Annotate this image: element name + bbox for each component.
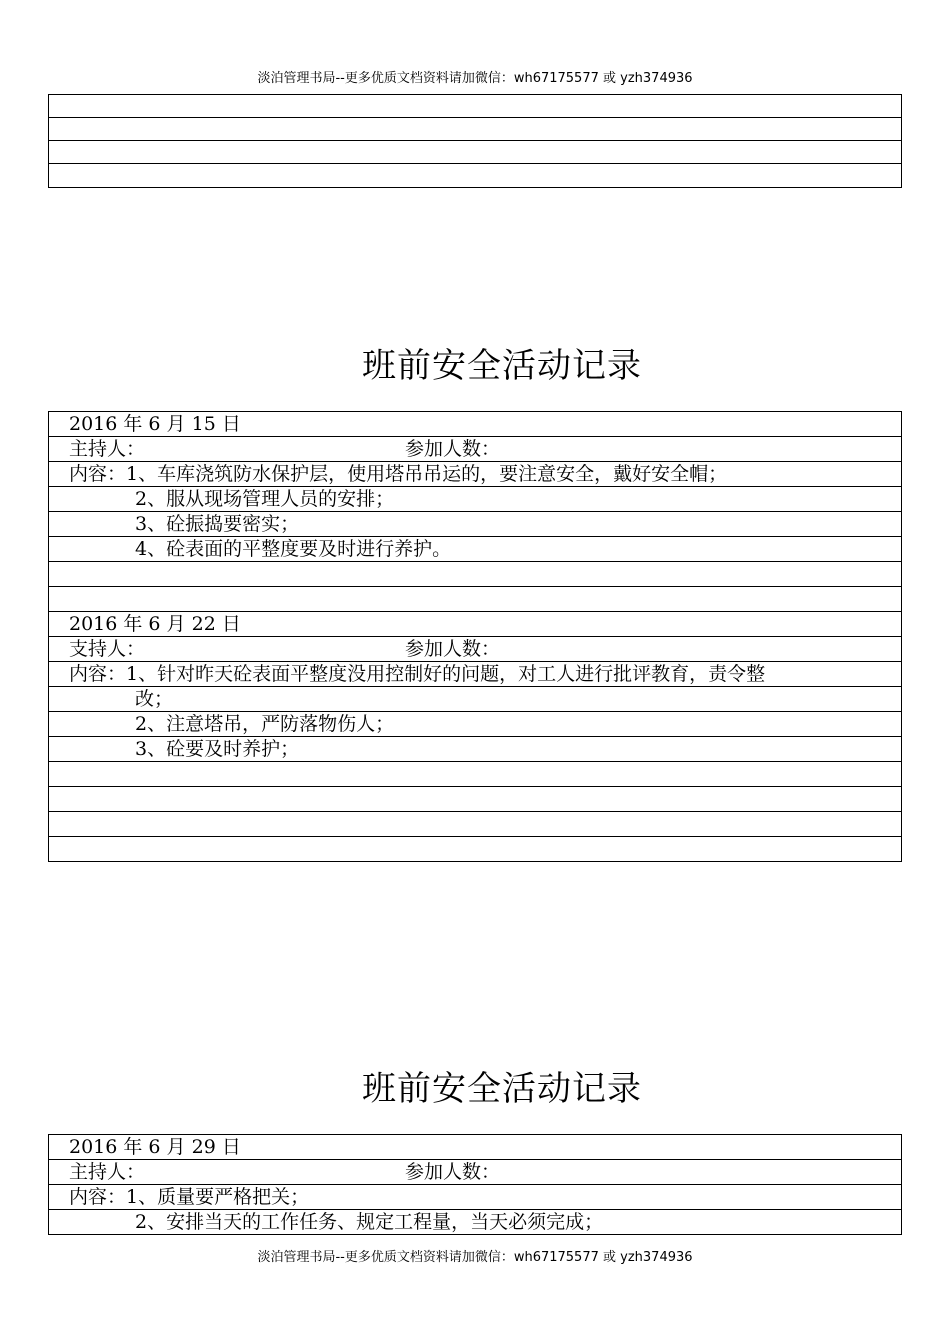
table-row — [49, 462, 902, 487]
blank-cell — [49, 837, 902, 862]
content-label: 内容： — [69, 663, 127, 685]
table-row — [49, 837, 902, 862]
content-item: 2、安排当天的工作任务、规定工程量，当天必须完成； — [49, 1210, 902, 1235]
blank-cell — [49, 787, 902, 812]
host-label: 主持人： — [69, 1161, 146, 1183]
participants-label: 参加人数： — [405, 438, 501, 460]
content-item: 1、针对昨天砼表面平整度没用控制好的问题，对工人进行批评教育，责令整 — [126, 663, 766, 685]
table-row — [49, 762, 902, 787]
table-row — [49, 537, 902, 562]
record-date: 2016 年 6 月 29 日 — [49, 1135, 902, 1160]
table-row — [49, 812, 902, 837]
host-participants-row — [49, 637, 902, 662]
section-title: 班前安全活动记录 — [362, 346, 642, 386]
content-line — [49, 662, 902, 687]
record-date: 2016 年 6 月 15 日 — [49, 412, 902, 437]
table-row — [49, 512, 902, 537]
host-label: 主持人： — [69, 438, 146, 460]
content-item: 3、砼振捣要密实； — [49, 512, 902, 537]
content-item: 2、服从现场管理人员的安排； — [49, 487, 902, 512]
table-row — [49, 712, 902, 737]
record-date: 2016 年 6 月 22 日 — [49, 612, 902, 637]
table-row — [49, 737, 902, 762]
table-row — [49, 612, 902, 637]
host-participants-row — [49, 437, 902, 462]
blank-row — [49, 95, 901, 118]
content-item: 1、质量要严格把关； — [126, 1186, 310, 1208]
table-row — [49, 437, 902, 462]
content-item: 1、车库浇筑防水保护层，使用塔吊吊运的，要注意安全，戴好安全帽； — [126, 463, 728, 485]
content-item: 4、砼表面的平整度要及时进行养护。 — [49, 537, 902, 562]
page-header-note: 淡泊管理书局--更多优质文档资料请加微信：wh67175577 或 yzh374936 — [257, 71, 693, 86]
table-row — [49, 662, 902, 687]
table-row — [49, 587, 902, 612]
blank-cell — [49, 562, 902, 587]
blank-cell — [49, 812, 902, 837]
host-participants-row — [49, 1160, 902, 1185]
content-item: 2、注意塔吊，严防落物伤人； — [49, 712, 902, 737]
content-item: 3、砼要及时养护； — [49, 737, 902, 762]
table-row — [49, 787, 902, 812]
content-line — [49, 462, 902, 487]
activity-record-table — [48, 1134, 902, 1235]
blank-row — [49, 141, 901, 164]
content-label: 内容： — [69, 1186, 127, 1208]
table-row — [49, 487, 902, 512]
table-row — [49, 687, 902, 712]
activity-record-table — [48, 411, 902, 862]
participants-label: 参加人数： — [405, 638, 501, 660]
table-row — [49, 1185, 902, 1210]
table-row — [49, 562, 902, 587]
blank-row — [49, 118, 901, 141]
host-label: 支持人： — [69, 638, 146, 660]
participants-label: 参加人数： — [405, 1161, 501, 1183]
content-label: 内容： — [69, 463, 127, 485]
blank-cell — [49, 762, 902, 787]
blank-row — [49, 164, 901, 187]
table-row — [49, 412, 902, 437]
content-item: 改； — [49, 687, 902, 712]
blank-cell — [49, 587, 902, 612]
blank-table-top — [48, 94, 902, 188]
table-row — [49, 1160, 902, 1185]
table-row — [49, 1210, 902, 1235]
page-footer-note: 淡泊管理书局--更多优质文档资料请加微信：wh67175577 或 yzh374936 — [257, 1250, 693, 1265]
section-title: 班前安全活动记录 — [362, 1069, 642, 1109]
table-row — [49, 637, 902, 662]
content-line — [49, 1185, 902, 1210]
table-row — [49, 1135, 902, 1160]
